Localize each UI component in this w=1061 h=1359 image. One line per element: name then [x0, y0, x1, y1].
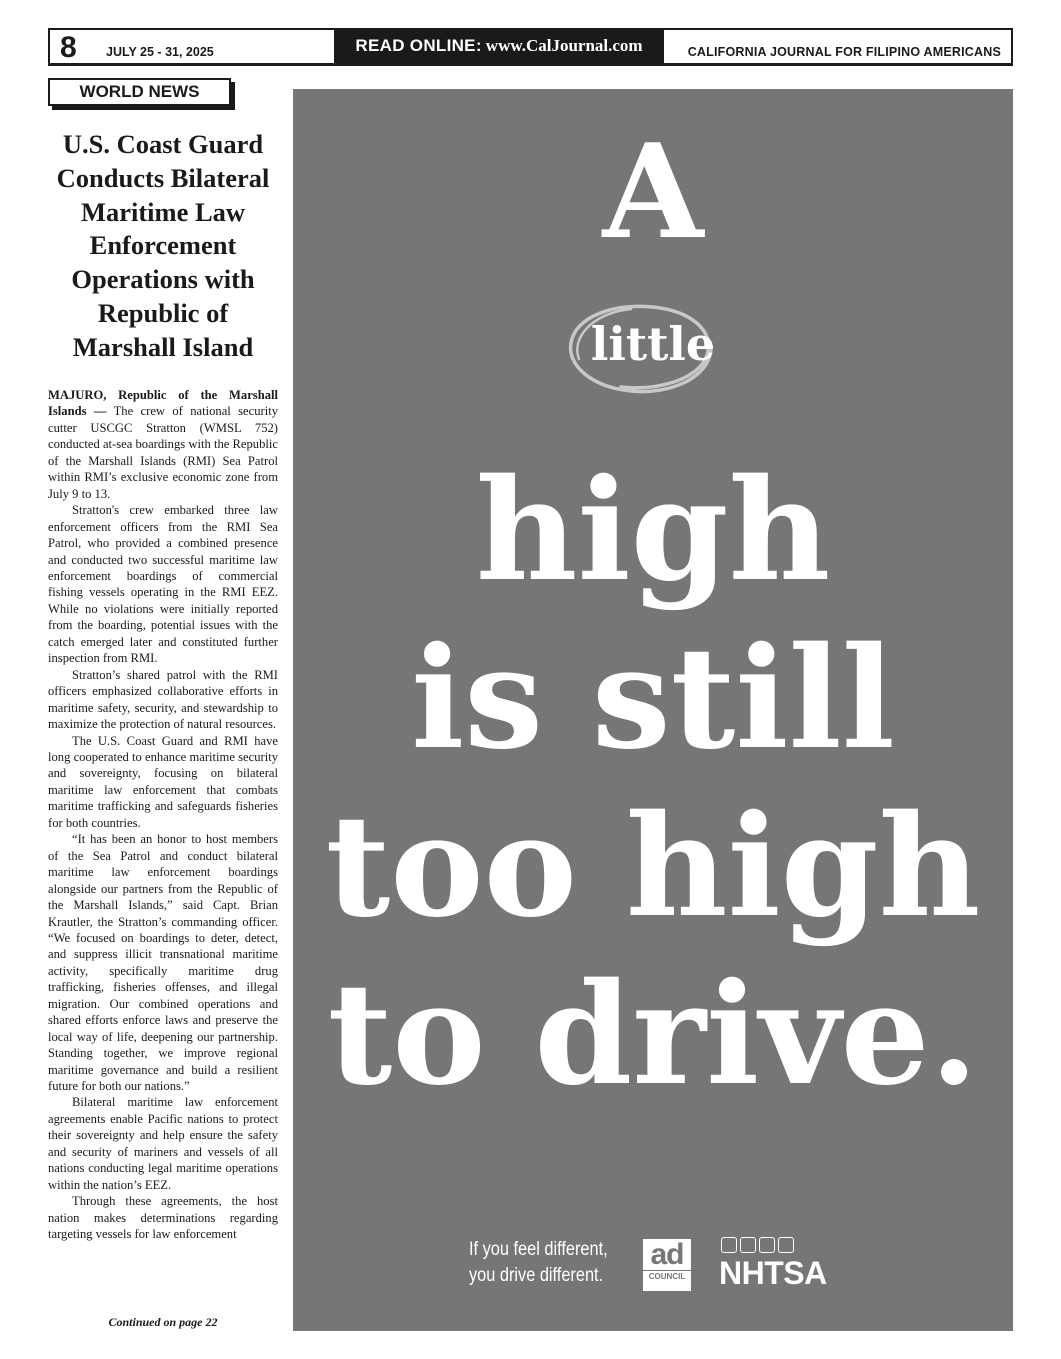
continued-link[interactable]: Continued on page 22 — [108, 1315, 218, 1329]
article-paragraph — [48, 387, 278, 502]
ad-council-logo-council: COUNCIL — [643, 1270, 691, 1283]
nhtsa-icons — [721, 1237, 797, 1253]
read-online-banner — [334, 28, 664, 64]
read-online-label: READ ONLINE: — [355, 36, 482, 55]
article-paragraph: Stratton’s shared patrol with the RMI officers emphasized collaborative efforts in maritime safety, security, and stewardship to maximize the protection of natural resources. — [48, 667, 278, 732]
pedestrian-icon — [740, 1237, 756, 1253]
ad-word-little: little — [590, 317, 716, 371]
psa-advertisement — [293, 89, 1013, 1331]
issue-date: JULY 25 - 31, 2025 — [106, 45, 214, 59]
article-paragraph-text: The crew of national security cutter USCGC Stratton (WMSL 752) conducted at-sea boardings with the Republic of the Marshall Islands (RMI) Sea Patrol within RMI’s exclusive economic zone from July 9 to 13. — [48, 404, 279, 501]
ad-headline-line-4: to drive. — [327, 953, 979, 1117]
article-paragraph: Bilateral maritime law enforcement agreements enable Pacific nations to protect their sovereignty and help ensure the safety and security of mariners and vessels of all nations conducting legal maritime operations within the nation’s EEZ. — [48, 1095, 278, 1192]
ad-council-logo-ad: ad — [650, 1238, 684, 1271]
article-paragraph: “It has been an honor to host members of the Sea Patrol and conduct bilateral maritime law enforcement boardings alongside our partners from the Republic of the Marshall Islands,” said Capt. Brian Krautler, the Stratton’s commanding officer. “We focused on boardings to deter, detect, and suppress illicit transnational maritime activity, specifically maritime drug trafficking, fisheries offenses, and illegal migration. Our combined operations and shared efforts enforce laws and preserve the local way of life, deepening our partnership. Standing together, we improve regional maritime governance and build a resilient future for both our nations.” — [48, 832, 278, 1094]
ad-headline-line-1: high — [475, 449, 831, 613]
star-icon — [778, 1237, 794, 1253]
page-number: 8 — [60, 31, 77, 64]
ad-tagline-line-1: If you feel different, — [469, 1239, 608, 1260]
ad-headline-line-3: too high — [325, 785, 981, 949]
ad-headline-line-2: is still — [411, 617, 895, 781]
steering-wheel-icon — [721, 1237, 737, 1253]
article-paragraph: Stratton's crew embarked three law enforcement officers from the RMI Sea Patrol, who provided a combined presence and conducted two successful maritime law enforcement boardings of commercial fishing vessels operating in the RMI EEZ. While no violations were initially reported from the boarding, potential issues with the catch emerged later and constituted further inspection from RMI. — [48, 503, 278, 666]
publication-name: CALIFORNIA JOURNAL FOR FILIPINO AMERICANS — [687, 45, 1001, 59]
article-dateline: MAJURO, Republic of the Marshall Islands — — [48, 388, 278, 419]
ad-council-logo — [643, 1239, 691, 1291]
nhtsa-logo: NHTSA — [719, 1255, 827, 1291]
ad-tagline — [469, 1237, 615, 1289]
article-paragraph: Through these agreements, the host nation makes determinations regarding targeting vessels for law enforcement — [48, 1194, 278, 1242]
ad-word-a: A — [602, 115, 704, 268]
article-paragraph: The U.S. Coast Guard and RMI have long cooperated to enhance maritime security and sovereignty, focusing on bilateral maritime law enforcement that combats maritime trafficking and safeguards fisheries for both countries. — [48, 733, 278, 830]
article-body — [48, 387, 278, 1243]
article-headline: U.S. Coast Guard Conducts Bilateral Maritime Law Enforcement Operations with Republic of Marshall Island — [56, 129, 270, 362]
read-online-link[interactable]: www.CalJournal.com — [485, 36, 643, 55]
masthead — [48, 28, 1013, 66]
road-icon — [759, 1237, 775, 1253]
ad-tagline-line-2: you drive different. — [469, 1265, 604, 1286]
section-label: WORLD NEWS — [48, 78, 231, 106]
